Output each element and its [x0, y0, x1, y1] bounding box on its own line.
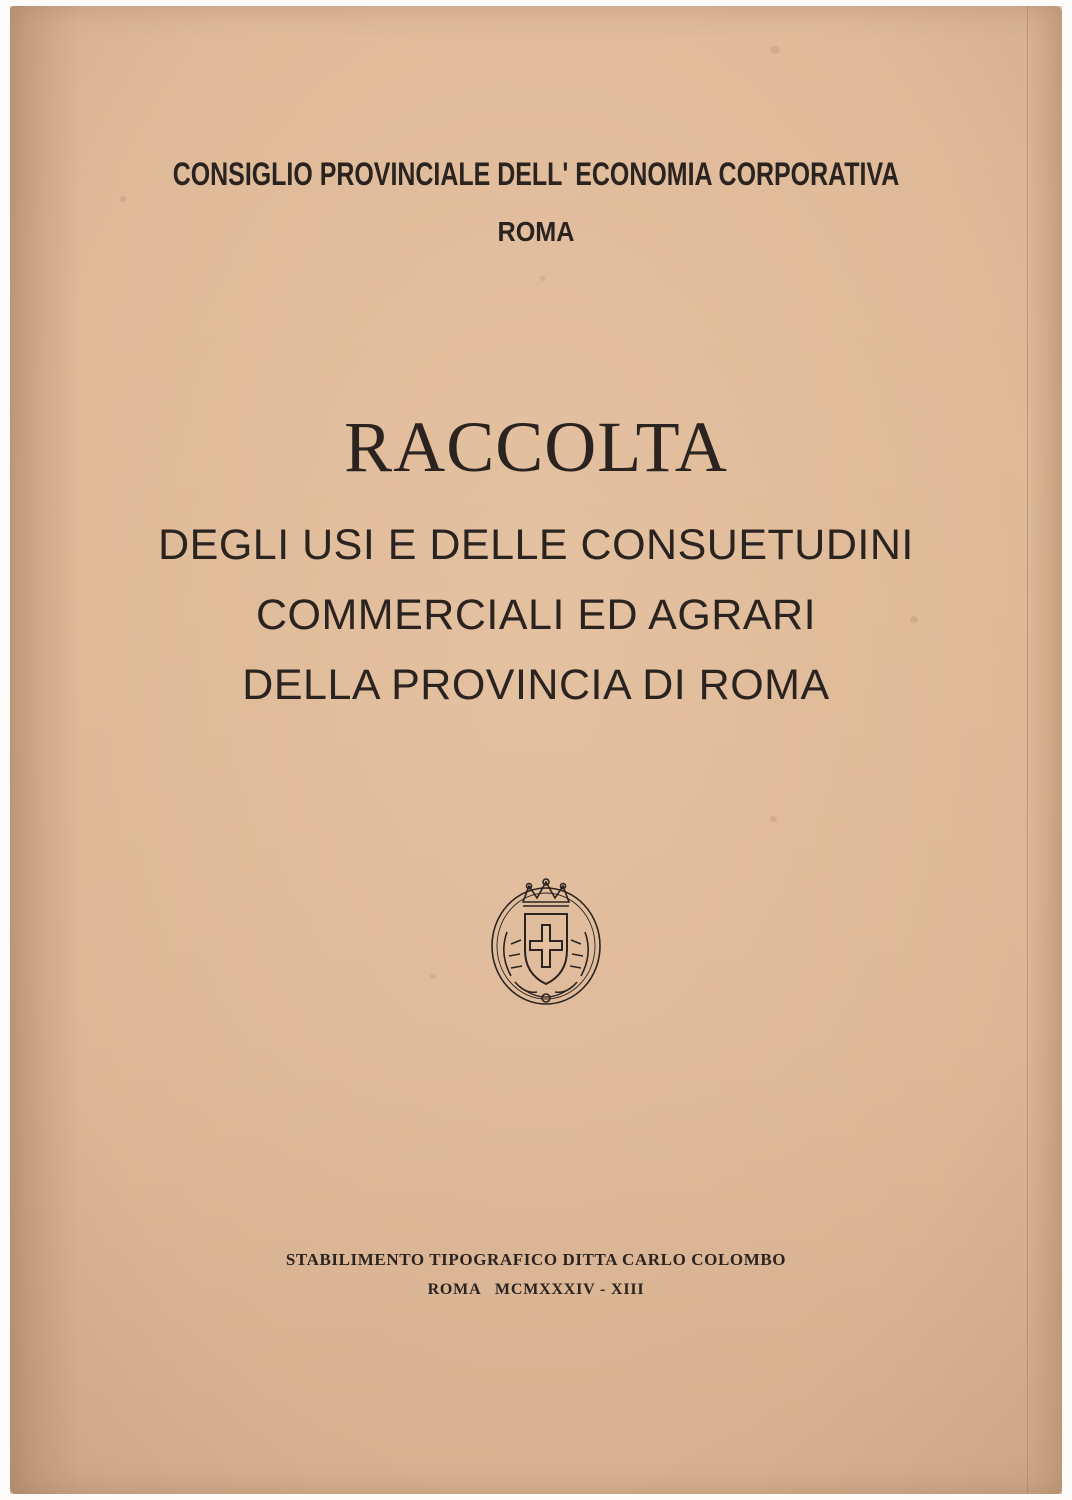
subtitle-line-1: DEGLI USI E DELLE CONSUETUDINI — [158, 521, 914, 569]
savoy-coat-of-arms-icon — [485, 874, 607, 1010]
subtitle-line-2: COMMERCIALI ED AGRARI — [255, 591, 817, 639]
foxing-spot — [770, 816, 777, 822]
foxing-spot — [540, 276, 545, 281]
foxing-spot — [120, 196, 126, 202]
foxing-spot — [430, 974, 436, 979]
publisher-city: ROMA — [497, 216, 575, 247]
subtitle-line-3: DELLA PROVINCIA DI ROMA — [242, 661, 830, 709]
cover-right-edge — [1027, 6, 1062, 1494]
printer-city-date: ROMA MCMXXXIV - XIII — [427, 1281, 645, 1298]
foxing-spot — [770, 46, 780, 54]
publisher-line: CONSIGLIO PROVINCIALE DELL' ECONOMIA CORPORATIVA — [172, 156, 900, 192]
printer-line: STABILIMENTO TIPOGRAFICO DITTA CARLO COLOMBO — [285, 1250, 787, 1269]
book-cover — [10, 6, 1062, 1494]
book-title: RACCOLTA — [344, 407, 728, 487]
